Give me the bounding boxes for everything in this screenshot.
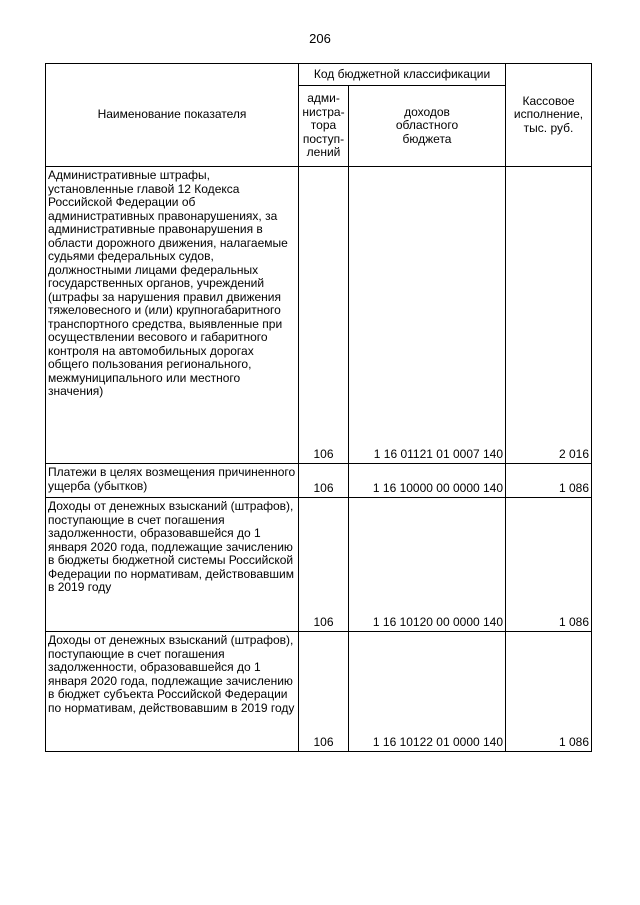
header-cash-execution: Кассовое исполнение, тыс. руб.: [506, 64, 592, 167]
row-admin-code: 106: [299, 167, 349, 464]
row-income-code: 1 16 10000 00 0000 140: [349, 464, 506, 498]
page-number: 206: [309, 31, 331, 46]
table-row: [46, 632, 592, 752]
row-admin-code: 106: [299, 498, 349, 632]
row-income-code: 1 16 01121 01 0007 140: [349, 167, 506, 464]
header-name: Наименование показателя: [46, 64, 299, 167]
budget-table: [45, 63, 592, 752]
table-row: [46, 464, 592, 498]
row-admin-code: 106: [299, 632, 349, 752]
row-income-code: 1 16 10120 00 0000 140: [349, 498, 506, 632]
header-classification-code: Код бюджетной классификации: [299, 64, 506, 86]
row-name: Доходы от денежных взысканий (штрафов), поступающие в счет погашения задолженности, образовавшейся до 1 января 2020 года, подлежащие зачислению в бюджет субъекта Российской Федерации по нормативам, действовавшим в 2019 году: [46, 632, 299, 752]
row-income-code: 1 16 10122 01 0000 140: [349, 632, 506, 752]
row-name: Платежи в целях возмещения причиненного ущерба (убытков): [46, 464, 299, 498]
row-name: Административные штрафы, установленные главой 12 Кодекса Российской Федерации об административных правонарушениях, за административные правонарушения в области дорожного движения, налагаемые судьями федеральных судов, должностными лицами федеральных государственных органов, учреждений (штрафы за нарушения правил движения тяжеловесного и (или) крупногабаритного транспортного средства, выявленные при осуществлении весового и габаритного контроля на автомобильных дорогах общего пользования регионального, межмуниципального или местного значения): [46, 167, 299, 464]
header-income: доходов областного бюджета: [349, 86, 506, 167]
row-sum: 1 086: [506, 464, 592, 498]
row-name: Доходы от денежных взысканий (штрафов), поступающие в счет погашения задолженности, образовавшейся до 1 января 2020 года, подлежащие зачислению в бюджеты бюджетной системы Российской Федерации по нормативам, действовавшим в 2019 году: [46, 498, 299, 632]
row-admin-code: 106: [299, 464, 349, 498]
header-administrator: адми- нистра- тора поступ- лений: [299, 86, 349, 167]
row-sum: 2 016: [506, 167, 592, 464]
row-sum: 1 086: [506, 498, 592, 632]
row-sum: 1 086: [506, 632, 592, 752]
header-row-top: [46, 64, 592, 86]
table-row: [46, 498, 592, 632]
table-row: [46, 167, 592, 464]
